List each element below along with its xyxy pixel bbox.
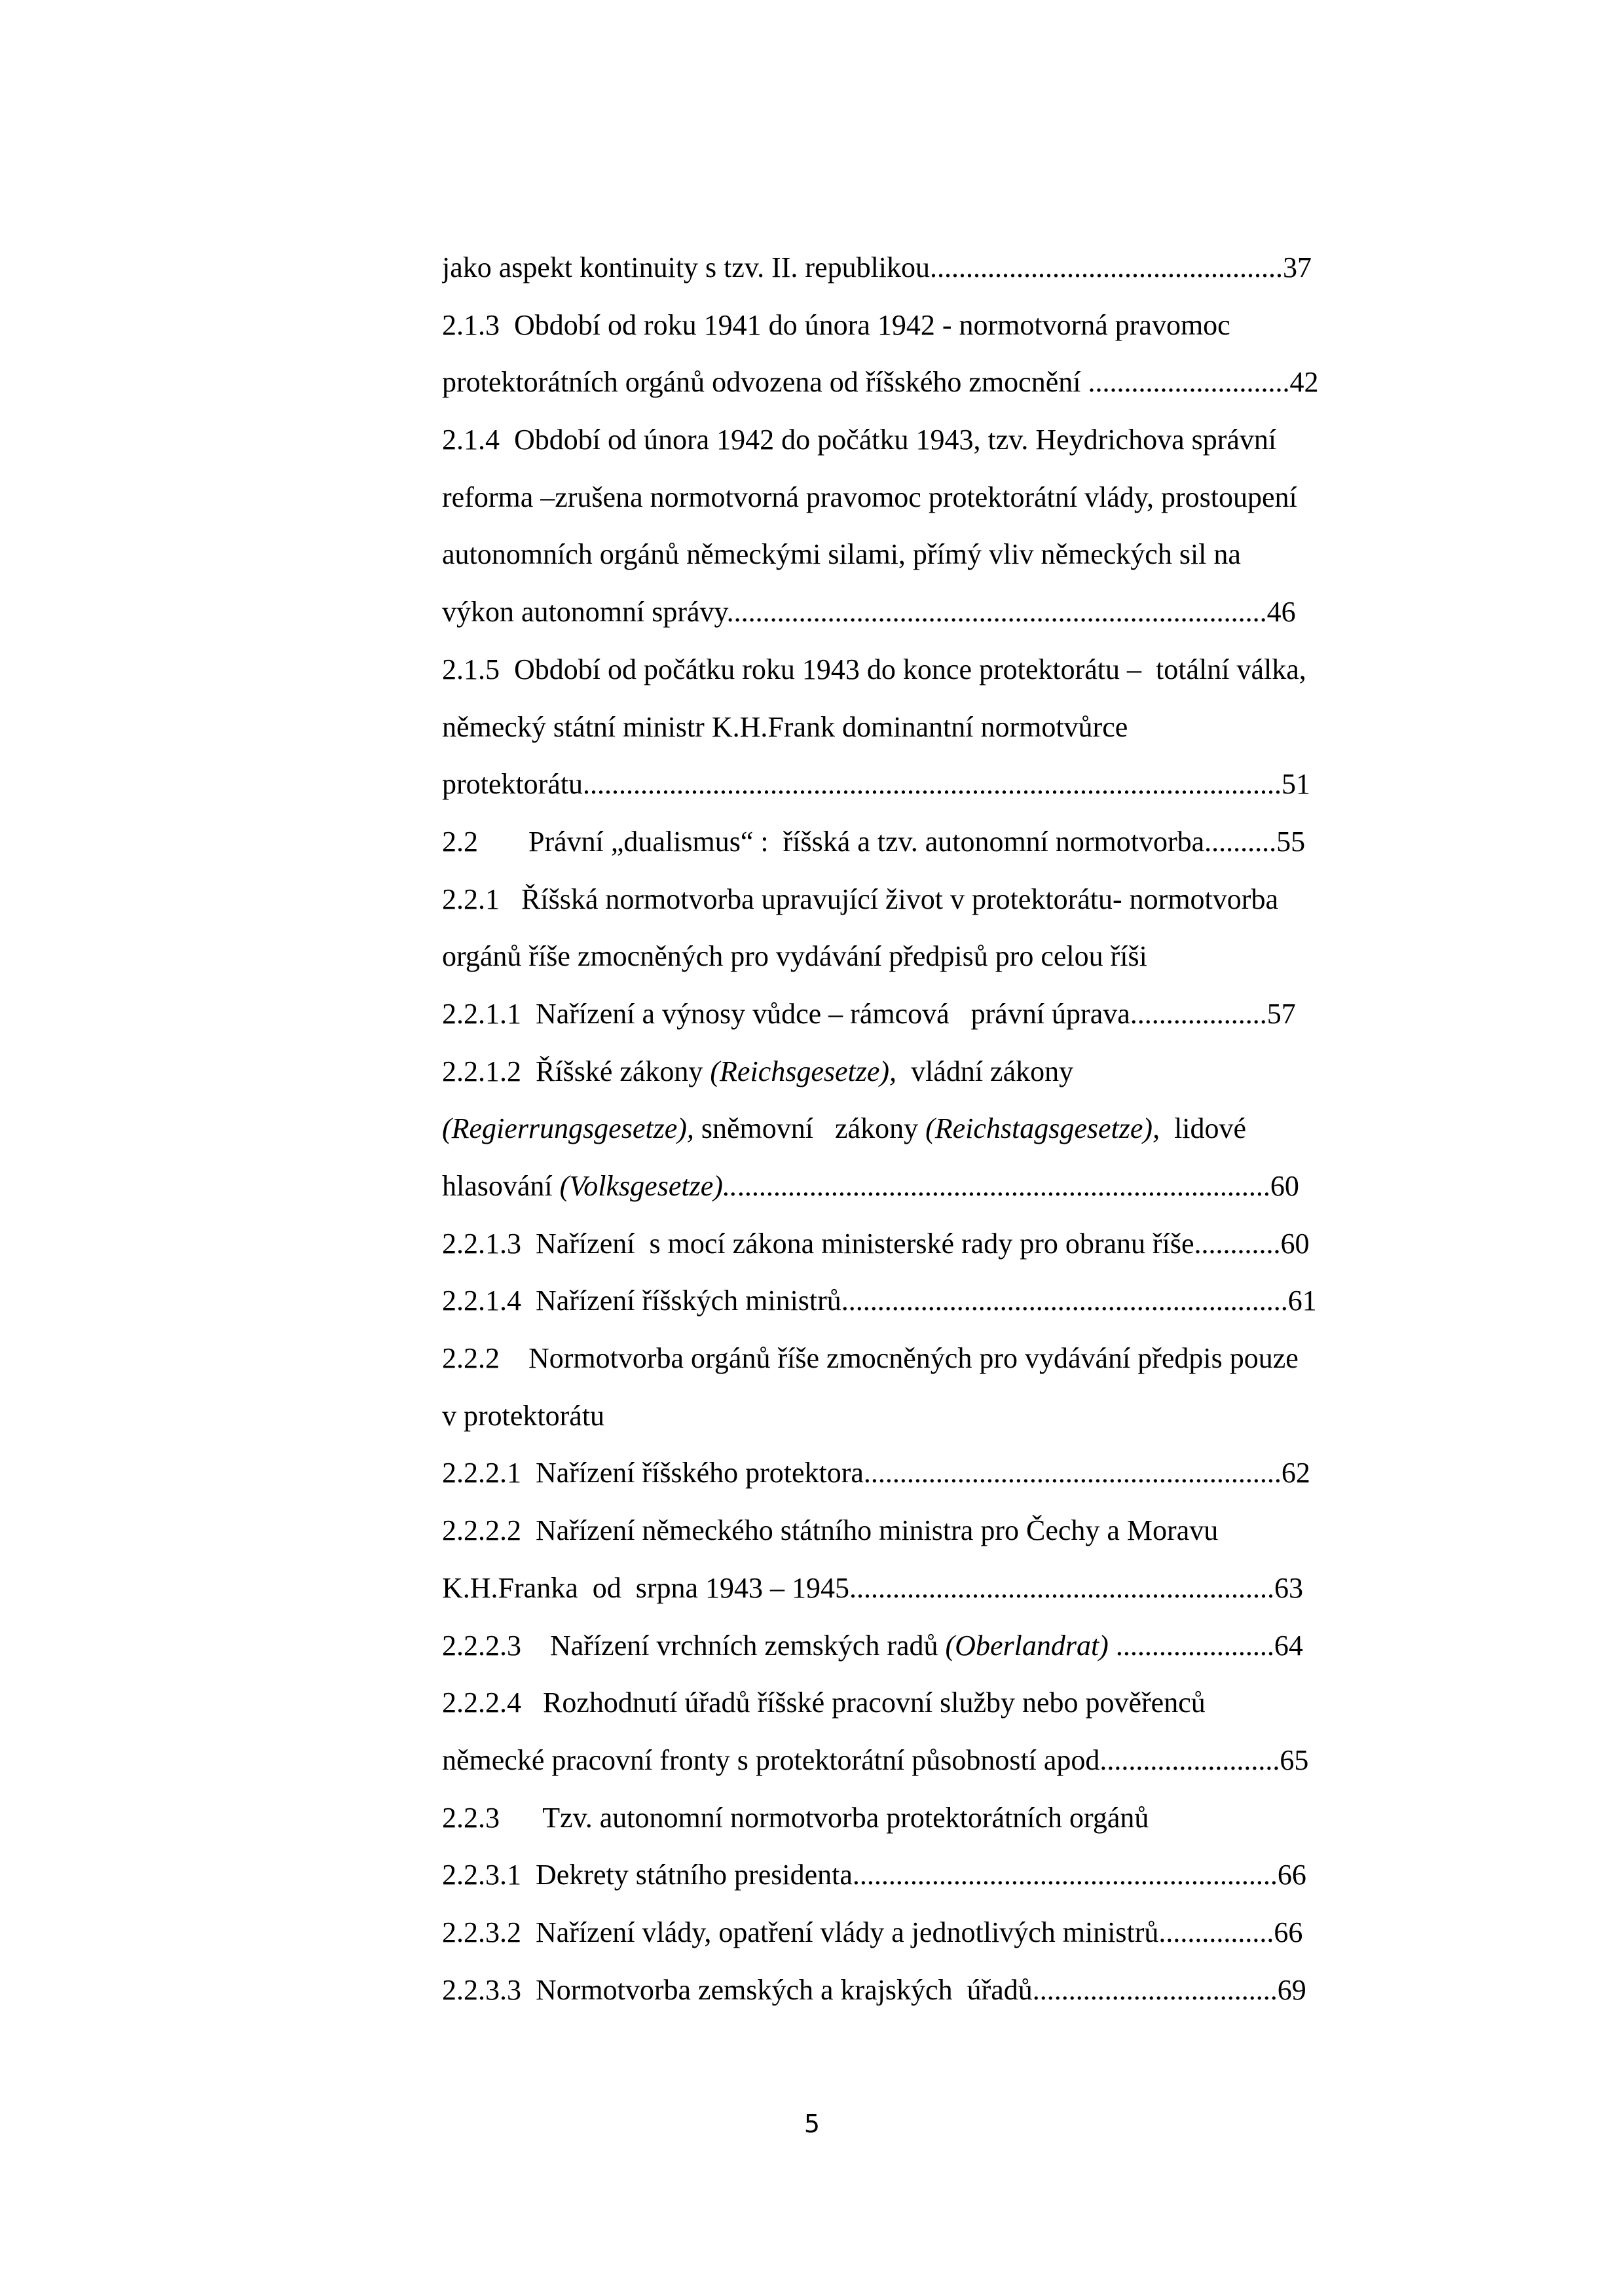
toc-line: německé pracovní fronty s protektorátní působností apod.........................65 xyxy=(442,1743,1309,1776)
toc-line: 2.1.4 Období od února 1942 do počátku 1943, tzv. Heydrichova správní xyxy=(442,424,1277,456)
toc-line: protektorátních orgánů odvozena od říšského zmocnění ............................42 xyxy=(442,366,1319,399)
table-of-contents xyxy=(442,239,1418,2018)
toc-line: protektorátu.................................................................................................51 xyxy=(442,768,1311,801)
toc-line: 2.2.2.1 Nařízení říšského protektora..........................................................62 xyxy=(442,1457,1310,1489)
toc-line: 2.2 Právní „dualismus“ : říšská a tzv. autonomní normotvorba..........55 xyxy=(442,825,1306,858)
toc-line: výkon autonomní správy...........................................................................46 xyxy=(442,596,1296,629)
toc-line: 2.2.1.2 Říšské zákony (Reichsgesetze), vládní zákony xyxy=(442,1055,1074,1087)
toc-line: 2.2.2.3 Nařízení vrchních zemských radů (Oberlandrat) ......................64 xyxy=(442,1629,1303,1662)
toc-line: 2.2.3.1 Dekrety státního presidenta...........................................................66 xyxy=(442,1859,1306,1891)
toc-line: 2.2.2.4 Rozhodnutí úřadů říšské pracovní služby nebo pověřenců xyxy=(442,1686,1206,1719)
toc-line: 2.2.3.3 Normotvorba zemských a krajských úřadů..................................69 xyxy=(442,1973,1306,2006)
toc-line: 2.2.3.2 Nařízení vlády, opatření vlády a jednotlivých ministrů................66 xyxy=(442,1916,1303,1948)
toc-line: K.H.Franka od srpna 1943 – 1945...........................................................63 xyxy=(442,1571,1304,1604)
toc-line: orgánů říše zmocněných pro vydávání předpisů pro celou říši xyxy=(442,940,1147,973)
toc-line: 2.2.3 Tzv. autonomní normotvorba protektorátních orgánů xyxy=(442,1801,1149,1834)
page-number: 5 xyxy=(803,2109,821,2138)
toc-line: hlasování (Volksgesetze)............................................................................60 xyxy=(442,1170,1299,1202)
toc-line: v protektorátu xyxy=(442,1399,605,1432)
toc-line: 2.2.1.1 Nařízení a výnosy vůdce – rámcová právní úprava...................57 xyxy=(442,997,1296,1030)
toc-line: 2.1.3 Období od roku 1941 do února 1942 - normotvorná pravomoc xyxy=(442,308,1230,341)
toc-line: autonomních orgánů německými silami, přímý vliv německých sil na xyxy=(442,538,1241,571)
toc-line: 2.2.2 Normotvorba orgánů říše zmocněných pro vydávání předpis pouze xyxy=(442,1342,1299,1375)
toc-line: reforma –zrušena normotvorná pravomoc protektorátní vlády, prostoupení xyxy=(442,481,1297,513)
toc-line: 2.2.1.4 Nařízení říšských ministrů..............................................................61 xyxy=(442,1285,1317,1317)
toc-line: 2.2.1.3 Nařízení s mocí zákona ministerské rady pro obranu říše............60 xyxy=(442,1227,1310,1260)
toc-line: 2.2.2.2 Nařízení německého státního ministra pro Čechy a Moravu xyxy=(442,1514,1219,1547)
toc-line: 2.2.1 Říšská normotvorba upravující život v protektorátu- normotvorba xyxy=(442,883,1278,915)
toc-line: (Regierrungsgesetze), sněmovní zákony (Reichstagsgesetze), lidové xyxy=(442,1112,1247,1145)
toc-line: 2.1.5 Období od počátku roku 1943 do konce protektorátu – totální válka, xyxy=(442,653,1306,685)
toc-line: německý státní ministr K.H.Frank dominantní normotvůrce xyxy=(442,710,1128,743)
toc-line: jako aspekt kontinuity s tzv. II. republikou.................................................37 xyxy=(442,251,1312,283)
